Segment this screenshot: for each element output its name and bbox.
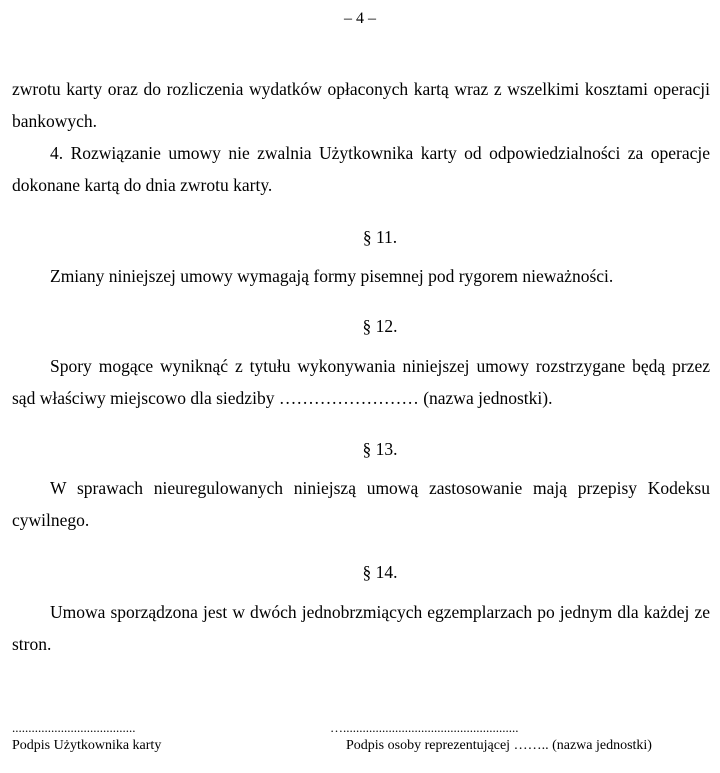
section-heading-13: § 13. bbox=[362, 439, 398, 459]
section-heading-11: § 11. bbox=[362, 227, 398, 247]
section-heading-12: § 12. bbox=[362, 316, 398, 336]
paragraph-section-11: Zmiany niniejszej umowy wymagają formy pisemnej pod rygorem nieważności. bbox=[50, 266, 614, 286]
section-heading-14: § 14. bbox=[362, 562, 398, 582]
paragraph-section-12: Spory mogące wyniknąć z tytułu wykonywania niniejszej umowy rozstrzygane będą przez sąd właściwy miejscowo dla siedziby …………………… (nazwa jednostki). bbox=[12, 356, 710, 408]
signature-label-representative: Podpis osoby reprezentującej …….. (nazwa jednostki) bbox=[346, 738, 652, 753]
paragraph-point-4: 4. Rozwiązanie umowy nie zwalnia Użytkownika karty od odpowiedzialności za operacje dokonane kartą do dnia zwrotu karty. bbox=[12, 143, 710, 195]
signature-line-user: ...................................... bbox=[12, 720, 136, 735]
page-number: – 4 – bbox=[344, 10, 376, 27]
signature-line-representative: …...................................................... bbox=[330, 720, 519, 735]
paragraph-section-13: W sprawach nieuregulowanych niniejszą umową zastosowanie mają przepisy Kodeksu cywilnego. bbox=[12, 478, 710, 530]
paragraph-continuation: zwrotu karty oraz do rozliczenia wydatków opłaconych kartą wraz z wszelkimi kosztami operacji bankowych. bbox=[12, 79, 710, 131]
paragraph-section-14: Umowa sporządzona jest w dwóch jednobrzmiących egzemplarzach po jednym dla każdej ze stron. bbox=[12, 602, 710, 654]
signature-label-user: Podpis Użytkownika karty bbox=[12, 738, 162, 753]
